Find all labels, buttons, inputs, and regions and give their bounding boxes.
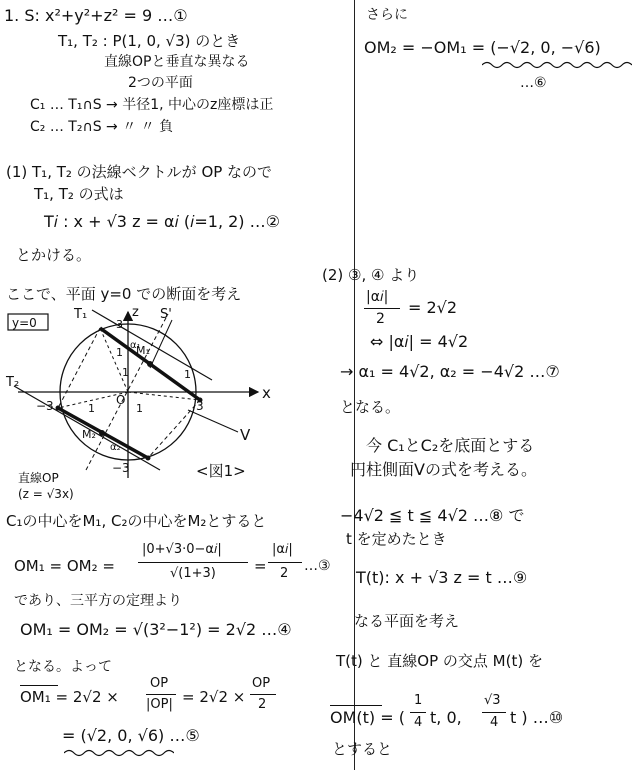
plane-t1-line: [92, 310, 212, 380]
len-1-b: 1: [184, 368, 191, 381]
equation-7: → α₁ = 4√2, α₂ = −4√2 …⑦: [340, 362, 560, 381]
r5-rhs: = 2√2: [408, 298, 458, 317]
underline-wavy-5: [64, 748, 174, 758]
equation-2: T𝑖 : x + √3 z = α𝑖 (𝑖=1, 2) …②: [44, 212, 280, 231]
om-t-mid: t, 0,: [430, 708, 462, 727]
planes-condition: 直線OPと垂直な異なる: [104, 54, 250, 70]
r5-bar: [364, 308, 400, 309]
pythagoras-text: であり、三平方の定理より: [14, 593, 182, 609]
om-equals-2: =: [254, 557, 267, 575]
m1-label: M₁: [136, 344, 150, 357]
equation-5: = (√2, 0, √6) …⑤: [62, 726, 200, 745]
om-t-arrow-bar: [330, 705, 382, 706]
centers-def: C₁の中心をM₁, C₂の中心をM₂とすると: [6, 512, 267, 530]
fraction3-num: |0+√3·0−α𝑖|: [142, 542, 222, 557]
then-text: とすると: [332, 740, 393, 758]
times-2r2: = 2√2 ×: [182, 688, 246, 706]
circle-c2-def: C₂ … T₂∩S → 〃 〃 負: [30, 119, 174, 135]
om-equals: OM₁ = OM₂ =: [14, 557, 115, 575]
alpha2-label: α₂: [110, 442, 121, 453]
equation-9: T(t): x + √3 z = t …⑨: [356, 568, 528, 587]
equation-4: OM₁ = OM₂ = √(3²−1²) = 2√2 …④: [20, 620, 292, 639]
z-axis-label: z: [132, 305, 139, 320]
v-pointer: [188, 410, 238, 432]
cyl-edge-2: [148, 400, 200, 458]
consider-plane-text: なる平面を考え: [354, 612, 460, 630]
om1-vector: OM₁ = 2√2 ×: [20, 688, 119, 706]
part1-normal-vector: (1) T₁, T₂ の法線ベクトルが OP なので: [6, 163, 273, 181]
t2-label: T₂: [6, 375, 20, 390]
om-t-frac1-num: 1: [414, 693, 423, 708]
part1-plane-intro: T₁, T₂ の式は: [34, 185, 124, 203]
therefore-text: となる。よって: [14, 659, 112, 675]
point-c2-end2: [146, 456, 151, 461]
line-op-caption-2: (z = √3x): [18, 487, 74, 501]
furthermore-text: さらに: [366, 7, 408, 23]
equation-8: −4√2 ≦ t ≦ 4√2 …⑧ で: [340, 506, 525, 525]
om-t-lhs: OM(t) = (: [330, 708, 405, 727]
om-t-rhs: t ) …⑩: [510, 708, 564, 727]
fraction3b-num: |α𝑖|: [272, 542, 293, 557]
om-t-frac1-bar: [410, 712, 426, 713]
point-c2-end: [56, 406, 61, 411]
cross-section-text: ここで、平面 y=0 での断面を考え: [6, 285, 242, 303]
tick-3-right: 3: [196, 399, 204, 413]
om-t-frac2-bar: [482, 712, 506, 713]
point-m1: [147, 361, 153, 367]
becomes-text: となる。: [340, 398, 401, 416]
m2-label: M₂: [82, 428, 96, 441]
len-1-c: 1: [88, 402, 95, 415]
len-1-a: 1: [116, 346, 123, 359]
x-axis-label: x: [262, 384, 271, 402]
tick-m3-left: −3: [36, 399, 54, 413]
len-1-e: 1: [122, 366, 129, 379]
fraction3-den: √(1+3): [170, 566, 216, 581]
fraction5-den: |OP|: [146, 697, 173, 712]
problem-sphere-eq: 1. S: x²+y²+z² = 9 …①: [4, 6, 188, 25]
tick-3-top: 3: [116, 318, 123, 331]
v-label: V: [240, 426, 251, 444]
r5-den: 2: [376, 311, 385, 327]
origin-label: O: [116, 393, 126, 407]
planes-definition: T₁, T₂ : P(1, 0, √3) のとき: [58, 32, 241, 50]
fraction5b-num: OP: [252, 676, 271, 691]
cylinder-intro-1: 今 C₁とC₂を底面とする: [366, 436, 535, 455]
s-label: S': [160, 307, 172, 322]
fraction5-num: OP: [150, 676, 169, 691]
eq3-marker: …③: [304, 558, 331, 574]
intersection-text: T(t) と 直線OP の交点 M(t) を: [336, 652, 543, 670]
cylinder-intro-2: 円柱側面Vの式を考える。: [350, 460, 537, 479]
om-t-frac2-num: √3: [484, 693, 501, 708]
om-t-frac1-den: 4: [414, 715, 423, 730]
len-1-d: 1: [136, 402, 143, 415]
tick-m3-bottom: −3: [112, 461, 130, 475]
om-t-frac2-den: 4: [490, 715, 499, 730]
point-m2: [99, 430, 105, 436]
line-op-caption-1: 直線OP: [18, 471, 59, 485]
abs-alpha-eq: ⇔ |α𝑖| = 4√2: [370, 332, 469, 351]
circle-c1-def: C₁ … T₁∩S → 半径1, 中心のz座標は正: [30, 97, 274, 113]
t-define-text: t を定めたとき: [346, 530, 447, 548]
fraction3-bar: [138, 562, 248, 563]
fraction5-bar: [146, 694, 176, 695]
equation-6: OM₂ = −OM₁ = (−√2, 0, −√6): [364, 38, 601, 57]
fraction3b-den: 2: [280, 566, 289, 581]
part2-intro: (2) ③, ④ より: [322, 266, 420, 284]
y0-label: y=0: [12, 316, 37, 330]
om1-arrow-bar: [20, 685, 58, 686]
fraction5b-den: 2: [258, 697, 267, 712]
r5-num: |α𝑖|: [366, 289, 389, 305]
eq6-marker: …⑥: [520, 75, 547, 91]
fraction3b-bar: [268, 562, 302, 563]
underline-wavy-6: [482, 60, 632, 70]
cross-section-figure: [0, 300, 350, 510]
fraction5b-bar: [250, 694, 276, 695]
alpha1-label: α₁: [130, 340, 141, 351]
planes-count: 2つの平面: [128, 75, 193, 91]
can-write-text: とかける。: [16, 246, 92, 264]
t1-label: T₁: [74, 307, 88, 322]
figure-caption: <図1>: [196, 462, 246, 480]
